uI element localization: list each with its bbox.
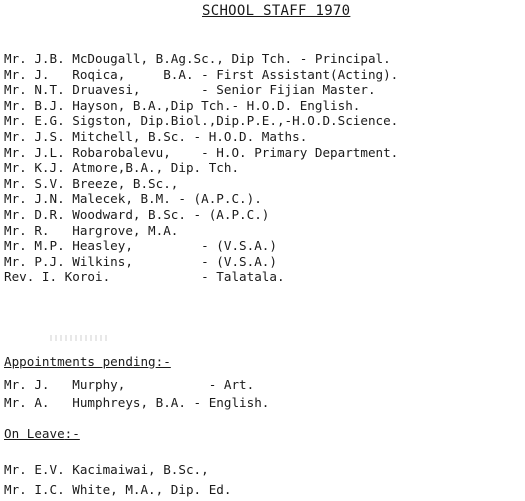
appointments-pending-heading	[4, 354, 171, 369]
leave-row: Mr. E.V. Kacimaiwai, B.Sc.,	[4, 462, 209, 477]
staff-row: Mr. D.R. Woodward, B.Sc. - (A.P.C.)	[4, 206, 270, 222]
staff-list	[4, 51, 525, 285]
pending-row: Mr. A. Humphreys, B.A. - English.	[4, 395, 270, 410]
appointments-pending-list	[4, 376, 525, 412]
staff-row: Mr. J. Roqica, B.A. - First Assistant(Acting).	[4, 66, 399, 82]
staff-row: Rev. I. Koroi. - Talatala.	[4, 269, 285, 285]
on-leave-heading	[4, 426, 80, 441]
page-title: SCHOOL STAFF 1970	[202, 3, 351, 19]
pending-row: Mr. J. Murphy, - Art.	[4, 377, 255, 392]
staff-row: Mr. P.J. Wilkins, - (V.S.A.)	[4, 253, 277, 269]
on-leave-list	[4, 460, 525, 500]
leave-row: Mr. I.C. White, M.A., Dip. Ed.	[4, 482, 232, 497]
staff-row: Mr. M.P. Heasley, - (V.S.A.)	[4, 238, 277, 254]
heading-suffix: :-	[64, 426, 80, 441]
staff-row: Mr. S.V. Breeze, B.Sc.,	[4, 175, 179, 191]
staff-row: Mr. J.N. Malecek, B.M. - (A.P.C.).	[4, 191, 262, 207]
staff-row: Mr. B.J. Hayson, B.A.,Dip Tch.- H.O.D. English.	[4, 97, 361, 113]
staff-row: Mr. J.S. Mitchell, B.Sc. - H.O.D. Maths.	[4, 128, 308, 144]
staff-row: Mr. J.L. Robarobalevu, - H.O. Primary Department.	[4, 144, 399, 160]
staff-row: Mr. E.G. Sigston, Dip.Biol.,Dip.P.E.,-H.O.D.Science.	[4, 113, 399, 129]
appointments-pending-heading-text: Appointments pending	[4, 354, 156, 369]
staff-row: Mr. J.B. McDougall, B.Ag.Sc., Dip Tch. - Principal.	[4, 51, 391, 66]
heading-suffix: :-	[155, 354, 171, 369]
faint-smudge	[50, 335, 110, 341]
on-leave-heading-text: On Leave	[4, 426, 65, 441]
staff-row: Mr. K.J. Atmore,B.A., Dip. Tch.	[4, 160, 240, 176]
staff-row: Mr. N.T. Druavesi, - Senior Fijian Master.	[4, 82, 376, 98]
staff-row: Mr. R. Hargrove, M.A.	[4, 222, 179, 238]
